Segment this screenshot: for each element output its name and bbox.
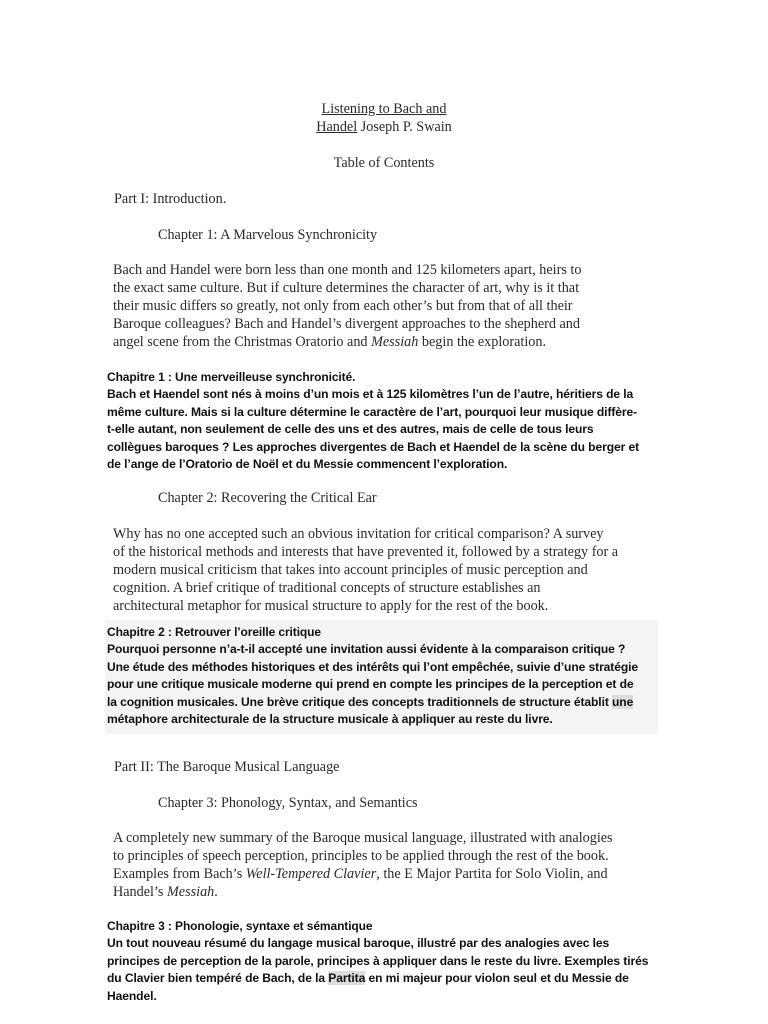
text-line: A completely new summary of the Baroque musical language, illustrated with analogies: [113, 830, 613, 846]
chapitre-1-heading: Chapitre 1 : Une merveilleuse synchronicité.: [107, 370, 356, 384]
text-line: cognition. A brief critique of traditional concepts of structure establishes an: [113, 580, 541, 596]
text-line: Pourquoi personne n’a-t-il accepté une invitation aussi évidente à la comparaison critique ?: [107, 642, 626, 657]
text-line: de l’ange de l’Oratorio de Noël et du Messie commencent l’exploration.: [107, 457, 508, 472]
chapter-2-heading: Chapter 2: Recovering the Critical Ear: [158, 490, 377, 506]
text-line: of the historical methods and interests that have prevented it, followed by a strategy for a: [113, 544, 619, 560]
chapitre-3-heading: Chapitre 3 : Phonologie, syntaxe et sémantique: [107, 919, 373, 933]
text-fragment: la cognition musicales. Une brève critique des concepts traditionnels de structure établit: [107, 694, 613, 709]
text-line: principes de perception de la parole, principes à appliquer dans le reste du livre. Exemples tirés: [107, 953, 649, 968]
chapter-2-english-summary: [113, 525, 658, 615]
text-line: architectural metaphor for musical structure to apply for the rest of the book.: [113, 598, 549, 614]
text-fragment: en mi majeur pour violon seul et du Messie de: [365, 971, 629, 986]
text-line: même culture. Mais si la culture détermine le caractère de l’art, pourquoi leur musique diffère-: [107, 404, 638, 419]
toc-heading: Table of Contents: [333, 155, 435, 171]
highlighted-word: une: [612, 694, 634, 709]
chapter-1-french-summary: [107, 369, 662, 473]
chapitre-2-heading: Chapitre 2 : Retrouver l’oreille critique: [107, 625, 321, 639]
part-1-heading: Part I: Introduction.: [114, 191, 227, 207]
text-fragment: angel scene from the Christmas Oratorio and: [113, 334, 372, 350]
text-fragment: du Clavier bien tempéré de Bach, de la: [107, 971, 329, 986]
text-line: Baroque colleagues? Bach and Handel’s divergent approaches to the shepherd and: [113, 316, 580, 332]
text-line: Why has no one accepted such an obvious invitation for critical comparison? A survey: [113, 526, 604, 542]
text-fragment: Examples from Bach’s: [113, 866, 246, 882]
title-handel: Handel: [316, 119, 358, 135]
chapter-3-french-summary: [107, 918, 662, 1005]
title-author: Joseph P. Swain: [357, 119, 452, 135]
text-line: to principles of speech perception, principles to be applied through the rest of the book.: [113, 848, 609, 864]
part-2-heading: Part II: The Baroque Musical Language: [114, 759, 340, 775]
chapter-1-english-summary: [113, 261, 658, 351]
text-line: Haendel.: [107, 988, 157, 1003]
chapter-3-english-summary: [113, 829, 658, 901]
text-fragment: begin the exploration.: [418, 334, 547, 350]
highlighted-word: Partita: [328, 971, 366, 986]
text-line: t-elle autant, non seulement de celle des uns et des autres, mais de celle de tous leurs: [107, 422, 594, 437]
chapter-1-heading: Chapter 1: A Marvelous Synchronicity: [158, 227, 378, 243]
document-title: [0, 100, 768, 136]
text-line: Bach et Haendel sont nés à moins d’un mois et à 125 kilomètres l’un de l’autre, héritiers de la: [107, 387, 634, 402]
chapter-3-heading: Chapter 3: Phonology, Syntax, and Semantics: [158, 795, 418, 811]
text-line: collègues baroques ? Les approches divergentes de Bach et Haendel de la scène du berger et: [107, 439, 640, 454]
text-line: pour une critique musicale moderne qui prend en compte les principes de la perception et de: [107, 677, 634, 692]
clavier-title: Well-Tempered Clavier: [245, 866, 377, 882]
messiah-title: Messiah: [166, 884, 215, 900]
chapter-2-french-summary: [107, 624, 662, 728]
text-fragment: .: [214, 884, 218, 900]
title-line-1: Listening to Bach and: [321, 101, 447, 117]
text-line: Un tout nouveau résumé du langage musical baroque, illustré par des analogies avec les: [107, 936, 610, 951]
text-line: the exact same culture. But if culture determines the character of art, why is it that: [113, 280, 580, 296]
text-line: Une étude des méthodes historiques et des intérêts qui l’ont empêchée, suivie d’une stratégie: [107, 659, 639, 674]
text-fragment: Handel’s: [113, 884, 167, 900]
text-line: modern musical criticism that takes into account principles of music perception and: [113, 562, 588, 578]
text-fragment: , the E Major Partita for Solo Violin, and: [376, 866, 608, 882]
text-line: their music differs so greatly, not only from each other’s but from that of all their: [113, 298, 573, 314]
text-line: métaphore architecturale de la structure musicale à appliquer au reste du livre.: [107, 712, 553, 727]
text-line: Bach and Handel were born less than one month and 125 kilometers apart, heirs to: [113, 262, 582, 278]
messiah-title: Messiah: [371, 334, 419, 350]
